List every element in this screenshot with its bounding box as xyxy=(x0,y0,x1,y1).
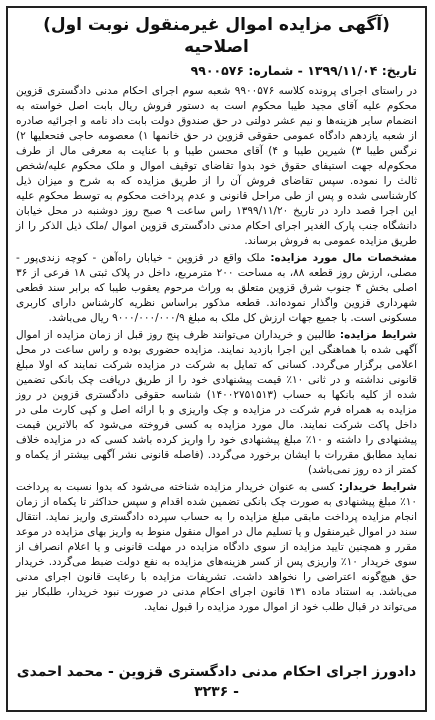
buyer-text: کسی به عنوان خریدار مزایده شناخته می‌شود که بدوا نسبت به پرداخت ۱۰٪ مبلغ پیشنهادی به صورت چک بانکی تضمین شده اقدام و سپس حداکثر تا یکماه از زمان انجام مزایده پرداخت مابقی مبلغ مزایده را به حساب سپرده دادگستری واریز نماید. انتقال سند در اموال غیرمنقول و یا تسلیم مال در اموال منقول منوط به واریز بهای مزایده در موعد مقرر و همچنین تایید مزایده از سوی دادگاه مزایده در مهلت قانونی و یا اعلام انصراف از سوی خریدار ۱۰٪ واریزی پس از کسر هزینه‌های مزایده به نفع دولت ضبط می‌گردد. خریدار حق هیچ‌گونه اعتراضی را نخواهد داشت. تشریفات مزایده با رعایت قانون اجرای مدنی می‌باشد. به استناد ماده ۱۳۱ قانون اجرای احکام مدنی در صورت نبود خریدار، طلبکار نیز می‌تواند در قبال طلب خود از اموال مورد مزایده را قبول نماید. xyxy=(16,481,417,613)
property-label: مشخصات مال مورد مزایده: xyxy=(270,252,418,264)
conditions-paragraph xyxy=(16,328,417,478)
buyer-label: شرایط خریدار: xyxy=(338,481,417,493)
buyer-paragraph xyxy=(16,480,417,615)
notice-title: (آگهی مزایده اموال غیرمنقول نوبت اول) اصلاحیه xyxy=(43,15,390,57)
notice-date-number: تاریخ: ۱۳۹۹/۱۱/۰۴ - شماره: ۹۹۰۰۵۷۶ xyxy=(190,63,417,78)
notice-body xyxy=(16,84,417,615)
notice-frame xyxy=(6,6,427,712)
intro-paragraph: در راستای اجرای پرونده کلاسه ۹۹۰۰۵۷۶ شعبه سوم اجرای احکام مدنی دادگستری قزوین محکوم علیه آقای مجید طیبا محکوم است به دستور فروش ریال بابت اصل خواسته به انضمام سایر هزینه‌ها و نیم عشر دولتی در حق صندوق دولت بابت داد نامه و اجرائیه صادره از شعبه یازدهم دادگاه عمومی حقوقی قزوین در حق خانمها ۱) معصومه حاجی فتحعلیها ۲) نرگس طیبا ۳) شیرین طیبا و ۴) آقای محسن طیبا و با عنایت به معرفی مال از طرف محکوم‌له جهت استیفای حقوق خود بدوا تقاضای توقیف اموال و ملک محکوم علیه/شخص ثالث را نموده. سپس تقاضای فروش آن را از طریق مزایده که به شرح و میزان ذیل کارشناسی شده و پس از طی مراحل قانونی و عدم پرداخت محکوم به توسط محکوم علیه این اجرا قصد دارد در تاریخ ۱۳۹۹/۱۱/۲۰ راس ساعت ۹ صبح روز دوشنبه در محل خیابان دانشگاه جنب پارک الغدیر اجرای احکام مدنی دادگستری قزوین اموال /ملک ذیل الذکر را از طریق مزایده عمومی به فروش برساند. xyxy=(16,85,418,247)
property-paragraph xyxy=(16,251,417,326)
conditions-label: شرایط مزایده: xyxy=(339,329,417,341)
notice-signature: دادورز اجرای احکام مدنی دادگستری قزوین - محمد احمدی - ۳۲۳۶ xyxy=(16,664,417,700)
property-text: ملک واقع در قزوین - خیابان راه‌آهن - کوچه زندی‌پور - مصلی، ارزش روز قطعه ۸۸، به مساحت ۲۰۰ مترمربع، داخل در پلاک ثبتی ۱۸ فرعی از ۳۶ اصلی بخش ۴ جنوب شرق قزوین متعلق به وراث مرحوم یعقوب طیبا که برابر سند قطعی شهرداری قزوین واگذار نموده‌اند. قطعه مذکور براساس نظریه کارشناس دارای کاربری مسکونی است. با جمیع جهات ارزش کل ملک به مبلغ ۹۰۰۰/۰۰۰/۰۰۰/۹ ریال می‌باشد. xyxy=(16,252,417,324)
conditions-text: طالبین و خریداران می‌توانند ظرف پنج روز قبل از زمان مزایده از اموال آگهی شده با هماهنگی این اجرا بازدید نمایند. مزایده حضوری بوده و راس ساعت در محل اعلامی برگزار می‌گردد. کسانی که تمایل به شرکت در مزایده شرکت نمایند که اولا مبلغ قانونی نداشته و در ثانی ۱۰٪ قیمت پیشنهادی خود را از طریق دریافت چک بانکی تضمین شده از کلیه بانکها به حساب (۱۴۰۰۲۷۵۱۵۱۳) شناسه حقوقی دادگستری قزوین در روز مزایده به همراه فرم شرکت در مزایده و چک واریزی و با ارائه اصل و کپی کارت ملی در داخل پاکت شرکت نمایند. مال مورد مزایده به کسی فروخته می‌شود که بالاترین قیمت پیشنهادی را داشته و ۱۰٪ مبلغ پیشنهادی خود را واریز کرده باشد کسی که در مزایده خلاف نماید مطابق مقررات با ایشان برخورد می‌گردد. (فاصله قانونی نشر آگهی بیشتر از یکماه و کمتر از ده روز نمی‌باشد) xyxy=(16,329,417,476)
